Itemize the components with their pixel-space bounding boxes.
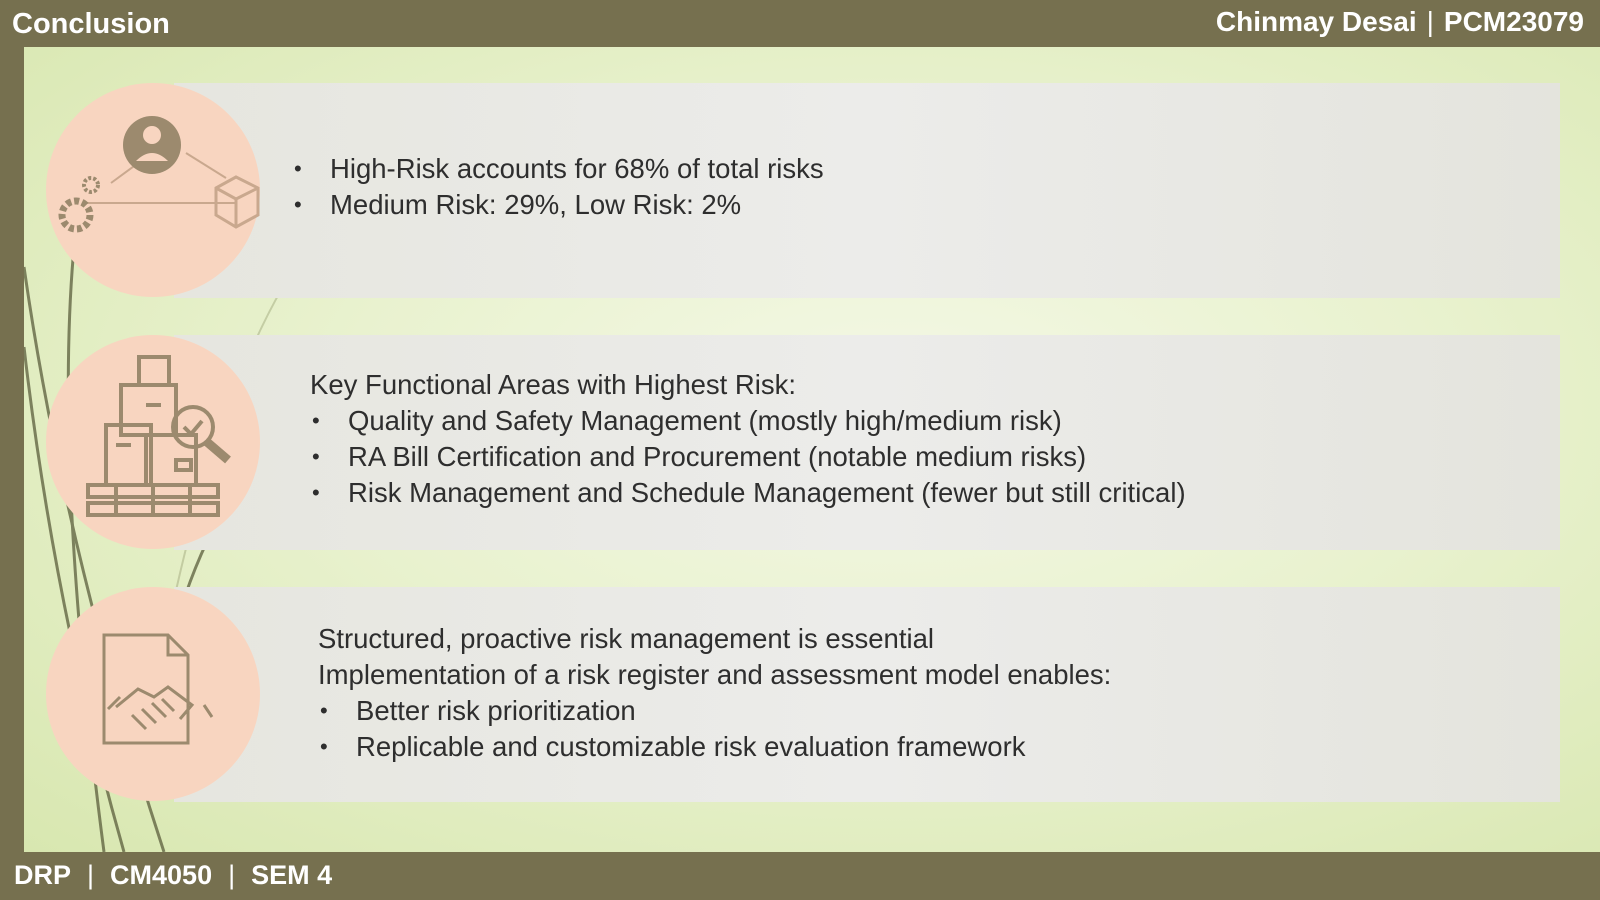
- footer-separator: |: [228, 860, 236, 890]
- footer-line: [14, 860, 332, 891]
- section-3-line-1: Structured, proactive risk management is essential: [318, 623, 934, 654]
- footer-course-code: CM4050: [110, 860, 213, 890]
- slide-title: Conclusion: [12, 8, 170, 40]
- author-separator: |: [1426, 6, 1434, 37]
- author-line: [1216, 6, 1584, 38]
- bullet-item: • Medium Risk: 29%, Low Risk: 2%: [292, 187, 824, 223]
- footer-course-type: DRP: [14, 860, 72, 890]
- bullet-item: • High-Risk accounts for 68% of total risks: [292, 151, 824, 187]
- section-2-text: [310, 367, 1186, 511]
- slide-canvas: [24, 47, 1600, 852]
- student-id: PCM23079: [1443, 6, 1584, 37]
- bullet-item: • Replicable and customizable risk evaluation framework: [318, 729, 1111, 765]
- icon-circle-1: [46, 83, 260, 297]
- icon-circle-2: [46, 335, 260, 549]
- header-bar: [0, 0, 1600, 47]
- author-name: Chinmay Desai: [1215, 6, 1417, 37]
- bullet-item: • Better risk prioritization: [318, 693, 1111, 729]
- footer-separator: |: [87, 860, 95, 890]
- bullet-item: • Quality and Safety Management (mostly high/medium risk): [310, 403, 1186, 439]
- section-1-bullets: [292, 151, 824, 223]
- icon-circle-3: [46, 587, 260, 801]
- section-3-line-2: Implementation of a risk register and assessment model enables:: [318, 659, 1112, 690]
- contract-handshake-icon: [46, 587, 260, 801]
- section-3-text: [318, 621, 1111, 765]
- section-2-bullets: [310, 403, 1186, 511]
- section-2-heading: Key Functional Areas with Highest Risk:: [310, 369, 797, 400]
- section-1-text: [292, 151, 824, 223]
- footer-bar: [0, 852, 1600, 900]
- bullet-item: • Risk Management and Schedule Management (fewer but still critical): [310, 475, 1186, 511]
- section-3-bullets: [318, 693, 1111, 765]
- network-user-icon: [46, 83, 260, 297]
- footer-semester: SEM 4: [251, 860, 333, 890]
- inventory-search-icon: [46, 335, 260, 549]
- bullet-item: • RA Bill Certification and Procurement (notable medium risks): [310, 439, 1186, 475]
